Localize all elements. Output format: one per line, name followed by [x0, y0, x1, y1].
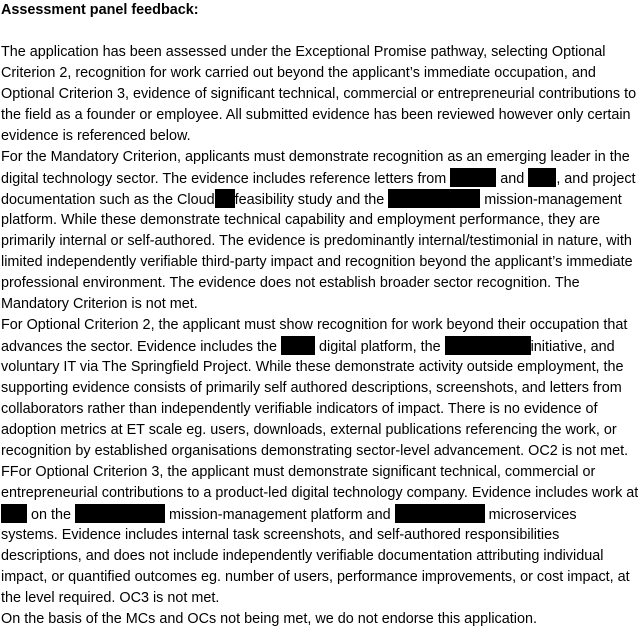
- text-line: [1, 336, 623, 357]
- text-line: [1, 189, 623, 210]
- text-segment: impact, or quantified outcomes eg. number of users, performance improvements, or cost impact, at: [1, 569, 630, 585]
- redaction-box: [395, 504, 485, 523]
- text-segment: , and project: [556, 171, 636, 187]
- feedback-body: [1, 42, 638, 630]
- text-line: [1, 210, 623, 231]
- text-segment: Mandatory Criterion is not met.: [1, 296, 198, 312]
- text-segment: Optional Criterion 3, evidence of significant technical, commercial or entrepreneurial contributions to: [1, 86, 637, 102]
- text-line: [1, 378, 623, 399]
- text-line: [1, 357, 623, 378]
- text-segment: recognition by established organisations demonstrating sector-level advancement. OC2 is not met.: [1, 443, 629, 459]
- text-line: [1, 294, 623, 315]
- redaction-box: [215, 189, 235, 208]
- text-segment: mission-management: [480, 192, 622, 208]
- page-title: Assessment panel feedback:: [1, 2, 199, 18]
- text-segment: feasibility study and the: [234, 192, 389, 208]
- text-line: [1, 588, 623, 609]
- text-segment: primarily internal or self-authored. The evidence is predominantly internal/testimonial in nature, with: [1, 233, 632, 249]
- text-line: [1, 504, 623, 525]
- redaction-box: [1, 504, 27, 523]
- paragraph: [1, 462, 638, 609]
- text-line: [1, 168, 636, 189]
- redaction-box: [388, 189, 480, 208]
- text-line: [1, 441, 629, 462]
- text-segment: adoption metrics at ET scale eg. users, downloads, external publications referencing the work, or: [1, 422, 617, 438]
- redaction-box: [445, 336, 531, 355]
- redaction-box: [528, 168, 556, 187]
- text-line: [1, 420, 623, 441]
- text-line: [1, 105, 631, 126]
- text-segment: entrepreneurial contributions to a product-led digital technology company. Evidence includes work at: [1, 485, 638, 501]
- text-segment: collaborators rather than independently verifiable indicators of impact. There is no evidence of: [1, 401, 598, 417]
- text-segment: digital technology sector. The evidence includes reference letters from: [1, 171, 451, 187]
- text-line: [1, 147, 630, 168]
- paragraph: [1, 147, 636, 315]
- text-line: [1, 63, 623, 84]
- text-segment: platform. While these demonstrate technical capability and employment performance, they are: [1, 212, 601, 228]
- redaction-box: [75, 504, 165, 523]
- text-segment: For Optional Criterion 2, the applicant must show recognition for work beyond their occupation that: [1, 317, 628, 333]
- paragraph: [1, 609, 623, 630]
- text-line: [1, 525, 623, 546]
- text-line: [1, 84, 637, 105]
- text-segment: evidence is referenced below.: [1, 128, 191, 144]
- text-segment: documentation such as the Cloud: [1, 192, 215, 208]
- text-segment: For the Mandatory Criterion, applicants must demonstrate recognition as an emerging leader in the: [1, 149, 630, 165]
- text-segment: the level required. OC3 is not met.: [1, 590, 220, 606]
- text-line: [1, 273, 623, 294]
- text-segment: professional environment. The evidence does not establish broader sector recognition. The: [1, 275, 580, 291]
- paragraph: [1, 42, 637, 147]
- paragraph: [1, 315, 629, 462]
- blank-line: [1, 21, 622, 42]
- text-segment: Criterion 2, recognition for work carried out beyond the applicant’s immediate occupation, and: [1, 65, 596, 81]
- redaction-box: [281, 336, 315, 355]
- text-line: [1, 483, 638, 504]
- text-segment: descriptions, and does not include independently verifiable documentation attributing individual: [1, 548, 604, 564]
- text-segment: and: [496, 171, 529, 187]
- text-segment: systems. Evidence includes internal task screenshots, and self-authored responsibilities: [1, 527, 560, 543]
- text-line: [1, 567, 630, 588]
- text-line: [1, 609, 623, 630]
- text-segment: initiative, and: [530, 339, 615, 355]
- text-segment: On the basis of the MCs and OCs not being met, we do not endorse this application.: [1, 611, 537, 627]
- text-segment: FFor Optional Criterion 3, the applicant must demonstrate significant technical, commercial or: [1, 464, 596, 480]
- text-line: [1, 231, 632, 252]
- text-line: [1, 252, 633, 273]
- text-line: [1, 315, 628, 336]
- text-segment: The application has been assessed under the Exceptional Promise pathway, selecting Optional: [1, 44, 606, 60]
- text-segment: mission-management platform and: [165, 507, 395, 523]
- text-line: [1, 399, 623, 420]
- redaction-box: [450, 168, 496, 187]
- text-line: [1, 126, 623, 147]
- text-segment: voluntary IT via The Springfield Project. While these demonstrate activity outside employment, the: [1, 359, 624, 375]
- text-segment: supporting evidence consists of primarily self authored descriptions, screenshots, and letters from: [1, 380, 622, 396]
- text-segment: microservices: [484, 507, 577, 523]
- text-line: [1, 42, 623, 63]
- text-segment: on the: [27, 507, 76, 523]
- text-segment: advances the sector. Evidence includes the: [1, 339, 281, 355]
- text-segment: digital platform, the: [315, 339, 445, 355]
- text-segment: limited independently verifiable third-party impact and recognition beyond the applicant’s immediate: [1, 254, 633, 270]
- text-line: [1, 546, 623, 567]
- text-line: [1, 462, 623, 483]
- text-segment: the field as a founder or employee. All submitted evidence has been reviewed however only certain: [1, 107, 631, 123]
